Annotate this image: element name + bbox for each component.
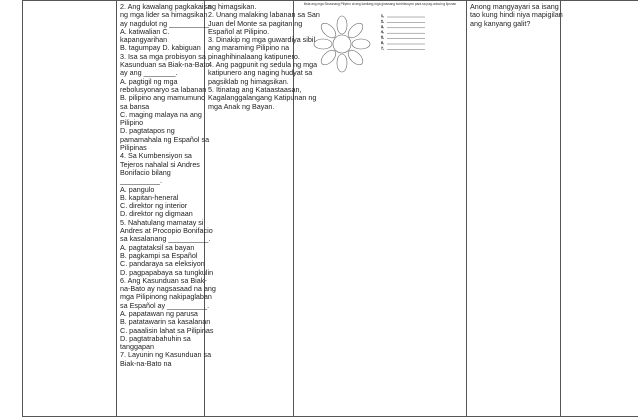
text-line: ay ang ________. xyxy=(120,68,178,78)
text-line: 4. Ang pagpunit ng sedula ng mga xyxy=(208,60,318,70)
text-line: pagsiklab ng himagsikan. xyxy=(208,76,289,86)
text-line: 6. Ang Kasunduan sa Biak- xyxy=(120,275,207,285)
text-line: C. pandaraya sa eleksiyon xyxy=(120,259,205,269)
table-row xyxy=(23,1,638,417)
text-line: Tejeros nahalal si Andres xyxy=(120,159,200,169)
text-line: Pilipino xyxy=(120,118,144,128)
question-cell xyxy=(467,1,561,417)
text-line: kapangyarihan xyxy=(120,35,168,45)
text-line: na-Bato ay nagsasaad na ang xyxy=(120,284,216,294)
text-line: tanggapan xyxy=(120,342,154,352)
text-line: D. pagtatapos ng xyxy=(120,126,175,136)
text-line: A. pagtataksil sa bayan xyxy=(120,242,195,252)
text-line: mga Anak ng Bayan. xyxy=(208,101,275,111)
text-line: katipunero ang naging hudyat sa xyxy=(208,68,313,78)
answer-number: 7. xyxy=(381,46,384,51)
flower-petals xyxy=(314,16,370,72)
answer-number: 5. xyxy=(381,35,384,40)
quiz-items-text xyxy=(120,2,216,368)
text-line: Biak-na-Bato na xyxy=(120,358,172,368)
text-line: pamamahala ng Español sa xyxy=(120,134,210,144)
text-line: sa bansa xyxy=(120,101,150,111)
text-line: A. pangulo xyxy=(120,184,155,194)
answer-number: 3. xyxy=(381,24,384,29)
text-line: tao kung hindi niya mapigilan xyxy=(470,10,563,20)
text-line: 3. Isa sa mga probisyon sa xyxy=(120,51,206,61)
text-line: rebolusyonaryo sa labanan xyxy=(120,84,207,94)
petal xyxy=(352,39,370,49)
text-line: D. pagtatrabahuhin sa xyxy=(120,333,191,343)
text-line: ng mga lider sa himagsikan xyxy=(120,10,208,20)
text-line: B. pilipino ang mamumuno xyxy=(120,93,206,103)
text-line: sa kasalanang __________. xyxy=(120,234,211,244)
text-line: Anong mangyayari sa isang xyxy=(470,2,559,11)
text-line: 7. Layunin ng Kasunduan sa xyxy=(120,350,212,360)
text-line: sa Español ay __________. xyxy=(120,300,210,310)
text-line: ng himagsikan. xyxy=(208,2,257,11)
empty-cell-right xyxy=(561,1,638,417)
text-line: B. tagumpay D. kabiguan xyxy=(120,43,201,53)
flower-activity-cell xyxy=(294,1,467,417)
petal xyxy=(337,16,347,34)
text-line: ang kanyang galit? xyxy=(470,18,531,28)
text-line: ay nagdulot ng __________. xyxy=(120,18,212,28)
text-line: 5. Nahatulang mamatay si xyxy=(120,217,204,227)
text-line: D. direktor ng digmaan xyxy=(120,209,193,219)
text-line: mga Pilipinong nakipaglaban xyxy=(120,292,212,302)
flower-center xyxy=(333,35,351,53)
text-line: Español at Pilipino. xyxy=(208,26,270,36)
text-line: 4. Sa Kumbensiyon sa xyxy=(120,151,192,161)
answer-number: 2. xyxy=(381,19,384,24)
answer-number: 1. xyxy=(381,13,384,18)
text-line: 2. Ang kawalang pagkakaisa xyxy=(120,2,212,11)
activity-instruction: Ilista ang mga Sinaunang Pilipino at ang kanilang mga ginawang kontribusyon para sa pag-unlad ng lipunan xyxy=(303,2,457,6)
lesson-table xyxy=(22,0,638,417)
text-line: pinaghihinalaang katipunero. xyxy=(208,51,300,61)
text-line: ang maraming Pilipino na xyxy=(208,43,290,53)
text-line: Pilipinas xyxy=(120,143,147,153)
text-line: C. paaalisin lahat sa Pilipinas xyxy=(120,325,214,335)
text-line: 3. Dinakip ng mga guwardiya sibil xyxy=(208,35,316,45)
text-line: __________. xyxy=(120,176,162,186)
events-list-text xyxy=(208,2,320,111)
text-line: 5. Itinatag ang Kataastaasan, xyxy=(208,84,302,94)
question-text xyxy=(470,2,563,28)
flower-diagram xyxy=(297,9,463,85)
flower-illustration xyxy=(297,9,457,85)
text-line: C. direktor ng interior xyxy=(120,201,188,211)
text-line: Andres at Procopio Bonifacio xyxy=(120,226,213,236)
text-line: Kasunduan sa Biak-na-Bato xyxy=(120,60,210,70)
text-line: Kagalanggalangang Katipunan ng xyxy=(208,93,317,103)
text-line: Juan del Monte sa pagitan ng xyxy=(208,18,303,28)
answer-number: 6. xyxy=(381,40,384,45)
events-list-cell xyxy=(205,1,320,417)
text-line: B. patatawarin sa kasalanan xyxy=(120,317,211,327)
text-line: Bonifacio bilang xyxy=(120,167,171,177)
quiz-items-cell xyxy=(117,1,216,417)
text-line: D. pagpapabaya sa tungkulin xyxy=(120,267,214,277)
petal xyxy=(314,39,332,49)
text-line: C. maging malaya na ang xyxy=(120,109,202,119)
petal xyxy=(337,54,347,72)
text-line: A. pagtigil ng mga xyxy=(120,76,178,86)
empty-cell-left xyxy=(23,1,117,417)
answer-number: 4. xyxy=(381,29,384,34)
text-line: A. katiwalian C. xyxy=(120,26,170,36)
answer-lines xyxy=(381,14,425,50)
text-line: B. pagkampi sa Español xyxy=(120,250,198,260)
text-line: A. papatawan ng parusa xyxy=(120,308,198,318)
text-line: B. kapitan-heneral xyxy=(120,192,179,202)
text-line: 2. Unang malaking labanan sa San xyxy=(208,10,320,20)
